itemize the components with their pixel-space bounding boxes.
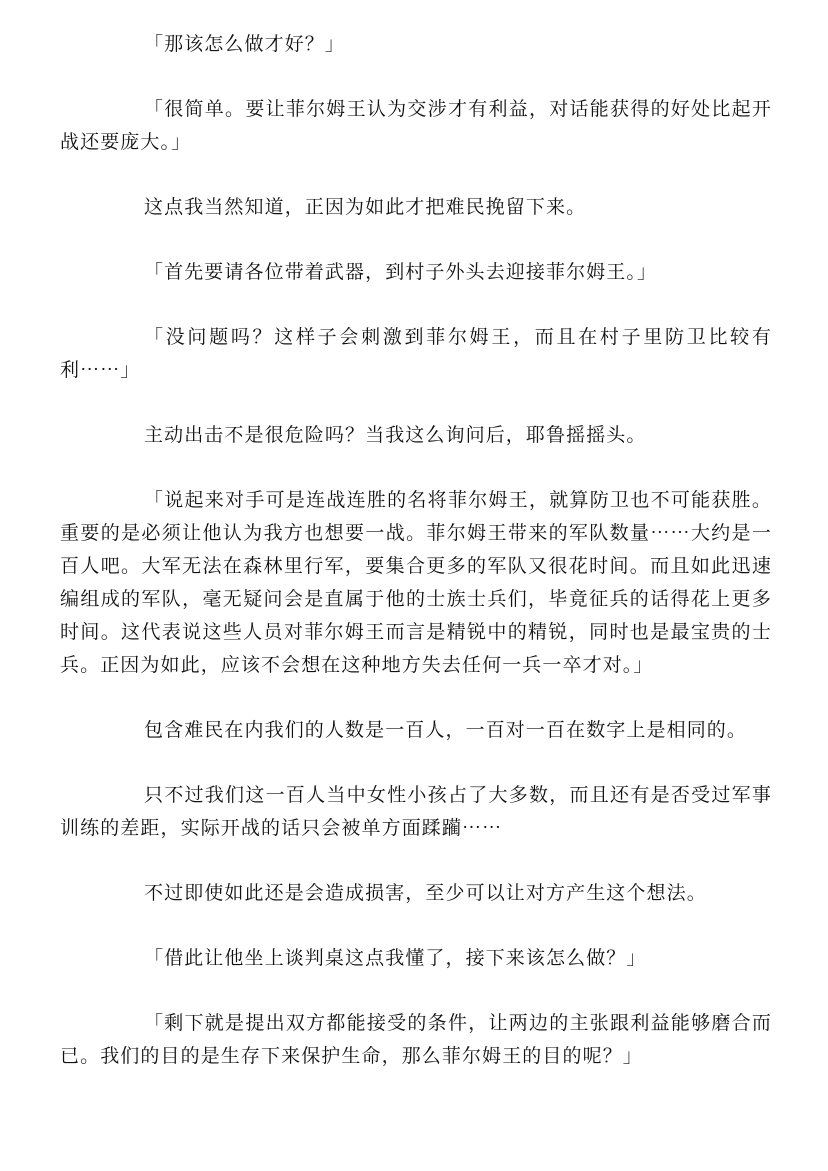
paragraph-8: 包含难民在内我们的人数是一百人，一百对一百在数字上是相同的。 — [144, 719, 748, 741]
paragraph-12: 「剩下就是提出双方都能接受的条件，让两边的主张跟利益能够磨合而已。我们的目的是生存下来保护生命，那么菲尔姆王的目的呢？」 — [60, 1012, 772, 1067]
novel-page — [60, 28, 772, 1105]
paragraph-4: 「首先要请各位带着武器，到村子外头去迎接菲尔姆王。」 — [144, 261, 658, 283]
paragraph-2: 「很简单。要让菲尔姆王认为交涉才有利益，对话能获得的好处比起开战还要庞大。」 — [60, 98, 772, 153]
paragraph-11: 「借此让他坐上谈判桌这点我懂了，接下来该怎么做？」 — [144, 947, 647, 969]
paragraph-1: 「那该怎么做才好？」 — [144, 33, 346, 55]
paragraph-7: 「说起来对手可是连战连胜的名将菲尔姆王，就算防卫也不可能获胜。重要的是必须让他认为我方也想要一战。菲尔姆王带来的军队数量⋯⋯大约是一百人吧。大军无法在森林里行军，要集合更多的军队又很花时间。而且如此迅速编组成的军队，毫无疑问会是直属于他的士族士兵们，毕竟征兵的话得花上更多时间。这代表说这些人员对菲尔姆王而言是精锐中的精锐，同时也是最宝贵的士兵。正因为如此，应该不会想在这种地方失去任何一兵一卒才对。」 — [60, 489, 772, 676]
paragraph-5: 「没问题吗？这样子会刺激到菲尔姆王，而且在村子里防卫比较有利⋯⋯」 — [60, 326, 772, 381]
paragraph-6: 主动出击不是很危险吗？当我这么询问后，耶鲁摇摇头。 — [144, 424, 647, 446]
paragraph-3: 这点我当然知道，正因为如此才把难民挽留下来。 — [144, 196, 587, 218]
paragraph-10: 不过即使如此还是会造成损害，至少可以让对方产生这个想法。 — [144, 882, 707, 904]
paragraph-9: 只不过我们这一百人当中女性小孩占了大多数，而且还有是否受过军事训练的差距，实际开战的话只会被单方面蹂躏⋯⋯ — [60, 784, 772, 839]
